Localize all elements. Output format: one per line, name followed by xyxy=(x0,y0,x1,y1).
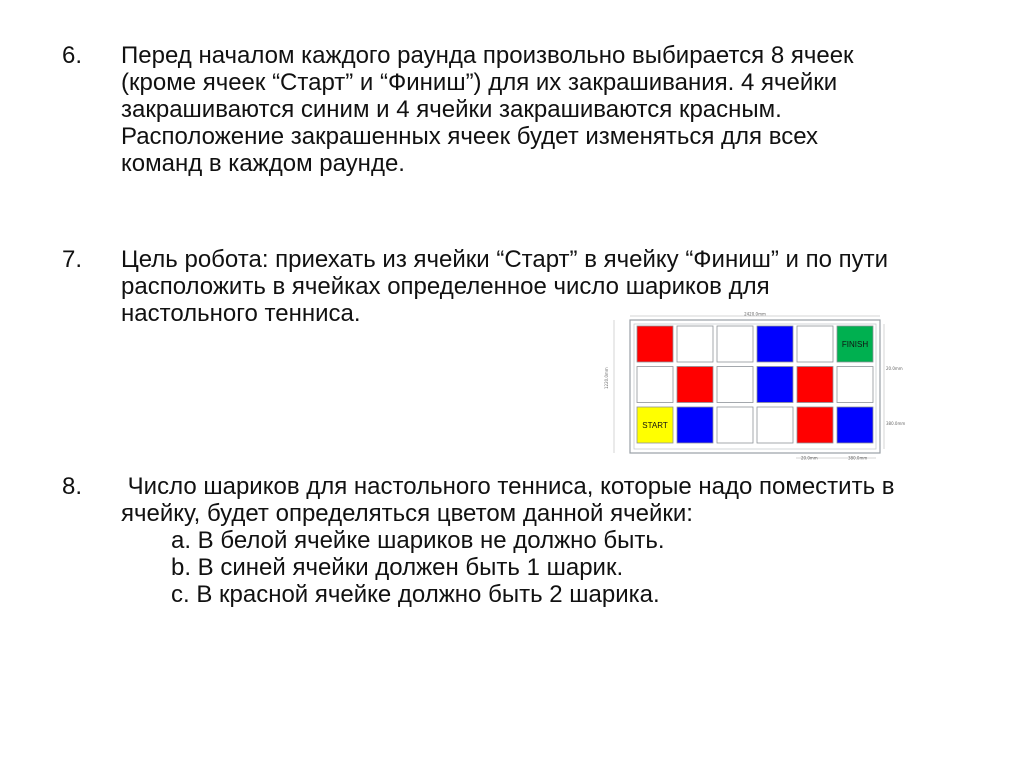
field-cell-blue xyxy=(837,407,873,443)
rule-line: Расположение закрашенных ячеек будет изменяться для всех xyxy=(121,123,819,150)
field-cell-red xyxy=(797,407,833,443)
rule-line: Цель робота: приехать из ячейки “Старт” в ячейку “Финиш” и по пути xyxy=(121,246,889,273)
field-cell-red xyxy=(797,367,833,403)
field-cell-white xyxy=(797,326,833,362)
field-cell-red xyxy=(637,326,673,362)
field-cell-red xyxy=(677,367,713,403)
rule-number: 7. xyxy=(62,246,83,273)
field-diagram-svg xyxy=(604,311,906,463)
cell-size-label: 380.0mm xyxy=(848,455,868,461)
row-height-label: 380.0mm xyxy=(886,421,906,426)
rule-line: расположить в ячейках определенное число шариков для xyxy=(121,273,770,300)
field-cell-blue xyxy=(757,326,793,362)
width-dimension-label: 2420.0mm xyxy=(744,311,766,317)
rule-text xyxy=(121,473,981,608)
field-diagram xyxy=(604,311,906,463)
field-cell-white xyxy=(757,407,793,443)
rule-line: закрашиваются синим и 4 ячейки закрашиваются красным. xyxy=(121,96,782,123)
rule-subitem-a: a. В белой ячейке шариков не должно быть. xyxy=(171,527,665,554)
field-cells xyxy=(637,326,873,443)
field-cell-white xyxy=(637,367,673,403)
field-cell-white xyxy=(677,326,713,362)
field-cell-white xyxy=(717,407,753,443)
rule-number: 6. xyxy=(62,42,83,69)
rule-number: 8. xyxy=(62,473,83,500)
field-cell-white xyxy=(717,326,753,362)
rule-line: ячейку, будет определяться цветом данной ячейки: xyxy=(121,500,693,527)
rule-line: (кроме ячеек “Старт” и “Финиш”) для их закрашивания. 4 ячейки xyxy=(121,69,838,96)
field-cell-white xyxy=(837,367,873,403)
right-gap-label: 20.0mm xyxy=(886,366,903,371)
field-cell-blue xyxy=(757,367,793,403)
field-cell-white xyxy=(717,367,753,403)
finish-cell-label: FINISH xyxy=(841,340,869,349)
field-cell-blue xyxy=(677,407,713,443)
rule-subitem-b: b. В синей ячейки должен быть 1 шарик. xyxy=(171,554,624,581)
rule-line: настольного тенниса. xyxy=(121,300,361,327)
start-cell-label: START xyxy=(642,421,668,430)
rule-line: Число шариков для настольного тенниса, которые надо поместить в xyxy=(121,473,895,500)
height-dimension-label: 1220.0mm xyxy=(604,367,609,389)
rule-line: Перед началом каждого раунда произвольно выбирается 8 ячеек xyxy=(121,42,854,69)
rule-text xyxy=(121,42,981,177)
rule-line: команд в каждом раунде. xyxy=(121,150,405,177)
rule-subitem-c: c. В красной ячейке должно быть 2 шарика. xyxy=(171,581,660,608)
cell-gap-label: 20.0mm xyxy=(801,455,818,461)
